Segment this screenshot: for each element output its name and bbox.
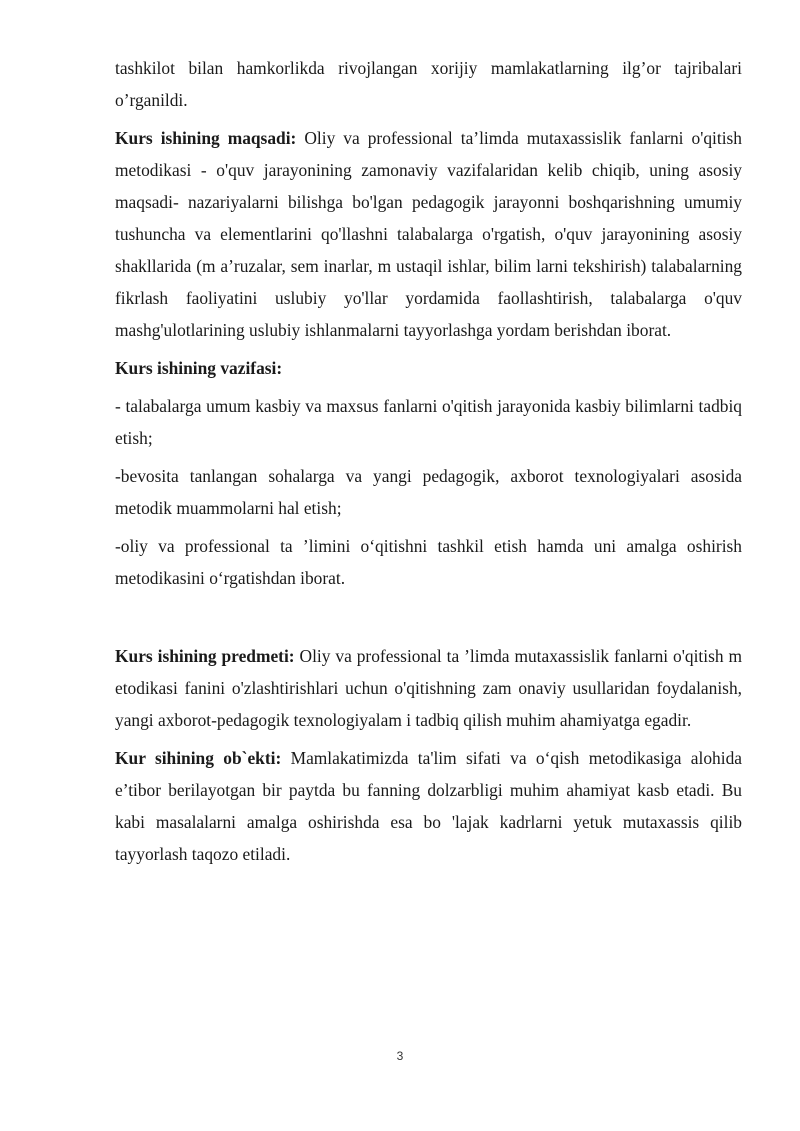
vazifa-item-3: -oliy va professional ta ’limini o‘qitishni tashkil etish hamda uni amalga oshirish metodikasini o‘rgatishdan iborat. — [115, 536, 742, 588]
obekt-text: Mamlakatimizda ta'lim sifati va o‘qish metodikasiga alohida e’tibor berilayotgan bir paytda bu fanning dolzarbligi muhim ahamiyat kasb etadi. Bu kabi masalalarni amalga oshirishda esa bo 'lajak kadrlarni yetuk mutaxassis qilib tayyorlash taqozo etiladi. — [115, 748, 742, 864]
vazifa-item-1: - talabalarga umum kasbiy va maxsus fanlarni o'qitish jarayonida kasbiy bilimlarni tadbiq etish; — [115, 396, 742, 448]
maqsad-heading: Kurs ishining maqsadi: — [115, 128, 297, 148]
predmet-text: Oliy va professional ta ’limda mutaxassislik fanlarni o'qitish m etodikasi fanini o'zlashtirishlari uchun o'qitishning zam onaviy usullaridan foydalanish, yangi axborot-pedagogik texnologiyalam i tadbiq qilish muhim ahamiyatga egadir. — [115, 646, 742, 730]
predmet-heading: Kurs ishining predmeti: — [115, 646, 295, 666]
maqsad-paragraph — [115, 122, 742, 346]
obekt-heading: Kur sihining ob`ekti: — [115, 748, 282, 768]
predmet-paragraph — [115, 640, 742, 736]
blank-space — [115, 600, 742, 640]
page-number: 3 — [396, 1049, 404, 1063]
vazifa-item-2: -bevosita tanlangan sohalarga va yangi pedagogik, axborot texnologiyalari asosida metodik muammolarni hal etish; — [115, 466, 742, 518]
intro-paragraph: tashkilot bilan hamkorlikda rivojlangan xorijiy mamlakatlarning ilg’or tajribalari o’rganildi. — [115, 58, 742, 110]
obekt-paragraph — [115, 742, 742, 870]
maqsad-text: Oliy va professional ta’limda mutaxassislik fanlarni o'qitish metodikasi - o'quv jarayonining zamonaviy vazifalaridan kelib chiqib, uning asosiy maqsadi- nazariyalarni bilishga bo'lgan pedagogik jarayonni boshqarishning umumiy tushuncha va elementlarini qo'llashni talabalarga o'rgatish, o'quv jarayonining asosiy shakllarida (m a’ruzalar, sem inarlar, m ustaqil ishlar, bilim larni tekshirish) talabalarning fikrlash faoliyatini uslubiy yo'llar yordamida faollashtirish, talabalarga o'quv mashg'ulotlarining uslubiy ishlanmalarni tayyorlashga yordam berishdan iborat. — [115, 128, 743, 340]
document-page — [115, 52, 742, 876]
vazifa-heading: Kurs ishining vazifasi: — [115, 358, 283, 378]
